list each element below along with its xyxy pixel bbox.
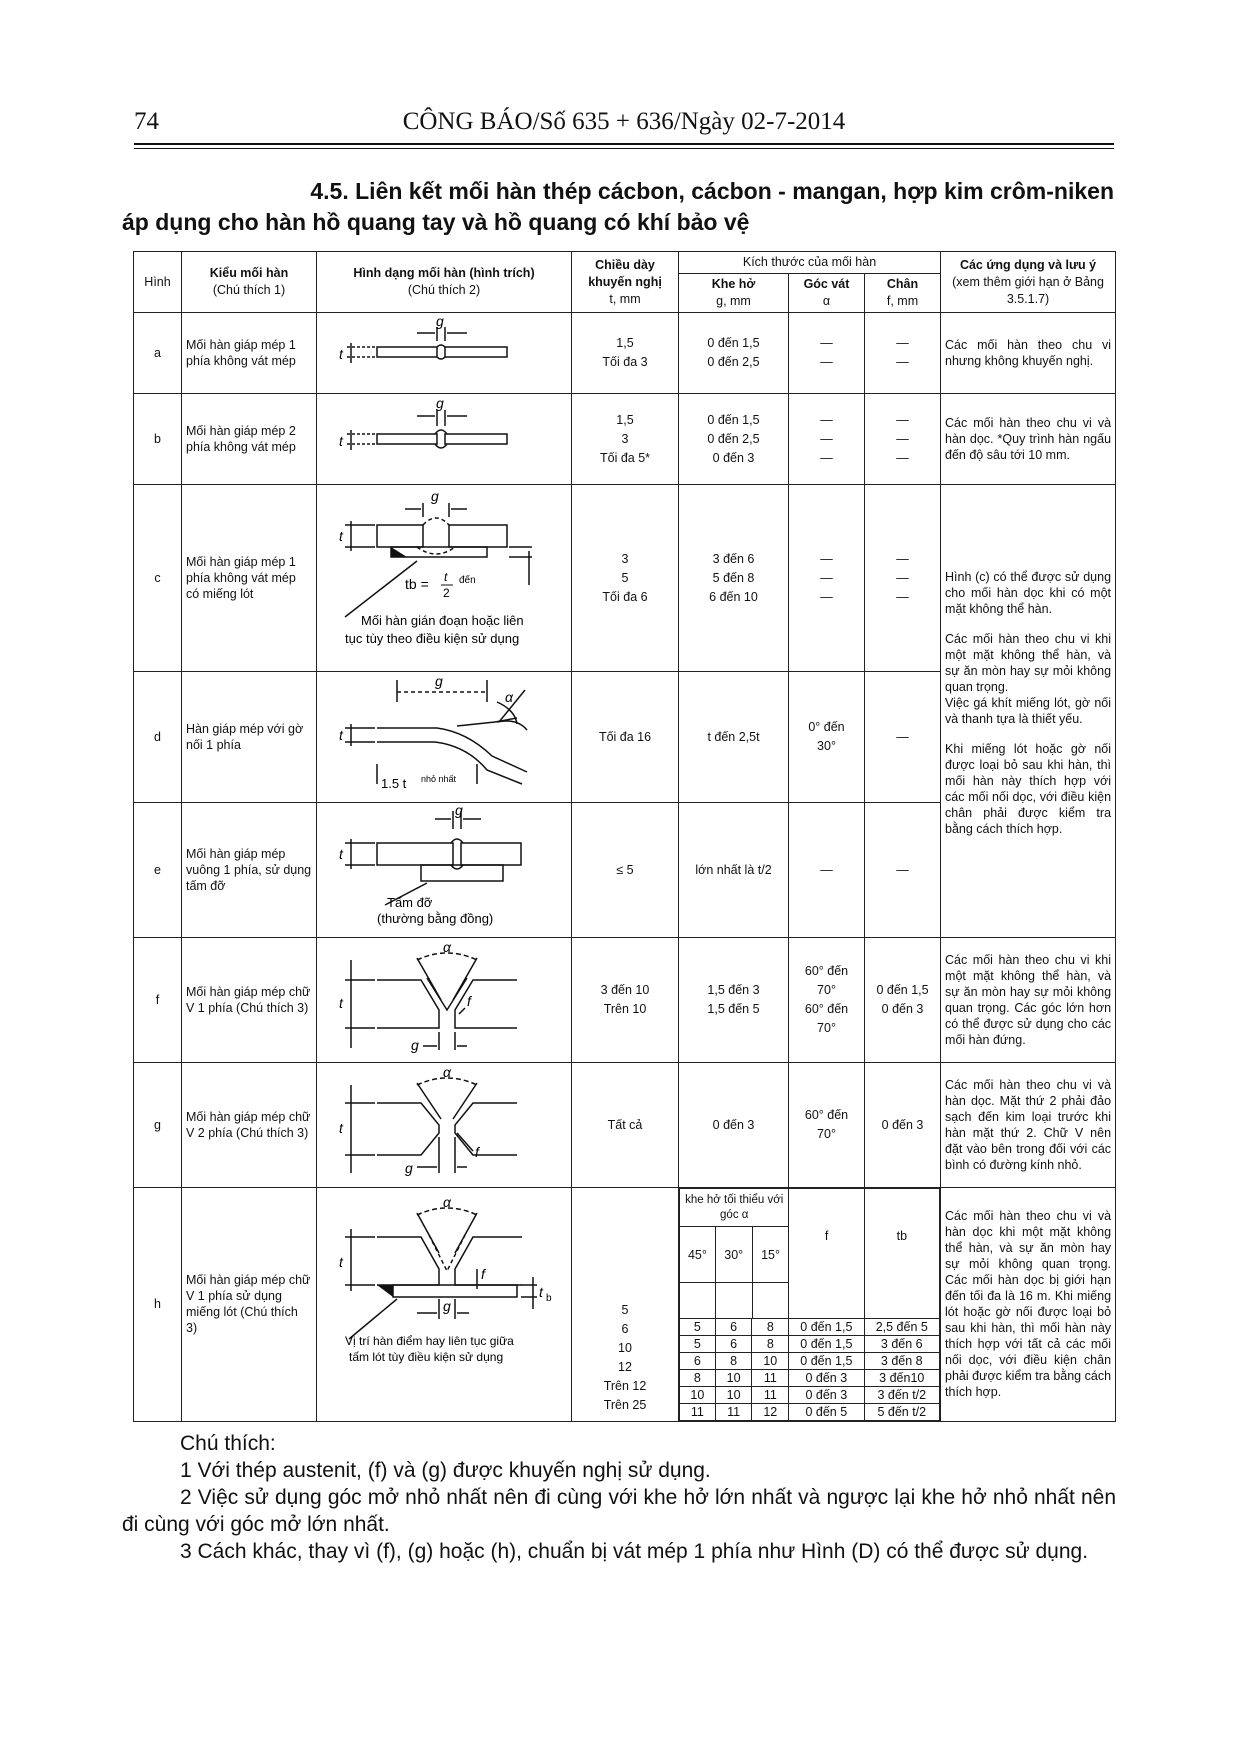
figure-d [317,672,572,803]
svg-text:Tấm đỡ: Tấm đỡ [387,895,433,910]
svg-text:t: t [339,346,343,362]
angle-values: 60° đến 70° [789,1063,865,1188]
root-values: — [865,672,941,803]
thickness-values: 3 5 Tối đa 6 [572,485,679,672]
section-heading [122,176,1114,238]
weld-type: Mối hàn giáp mép chữ V 2 phía (Chú thích 3) [182,1063,317,1188]
col-chieuday: Chiều dày khuyến nghị t, mm [572,252,679,313]
min-gap-table [679,1188,940,1319]
angle-values: 60° đến 70° 60° đến 70° [789,938,865,1063]
figure-e [317,803,572,938]
gap-values: 0 đến 1,5 0 đến 2,5 [679,313,789,394]
angle-30: 30° [715,1227,752,1283]
thickness-values: Tất cả [572,1063,679,1188]
col-kichthuoc: Kích thước của mối hàn [679,252,941,274]
svg-text:α: α [443,1194,451,1211]
table-row [134,1188,1116,1422]
row-id: a [134,313,182,394]
copper-backing-figure [317,803,572,937]
angle-values: — — — [789,394,865,485]
thickness-values: ≤ 5 [572,803,679,938]
footnote-2: 2 Việc sử dụng góc mở nhỏ nhất nên đi cùng với khe hở lớn nhất và ngược lại khe hở nhỏ nhất nên đi cùng với góc mở lớn nhất. [122,1486,1116,1536]
sub-col-tb: tb [864,1189,939,1283]
col-kieu: Kiểu mối hàn (Chú thích 1) [182,252,317,313]
gap-values: 1,5 đến 3 1,5 đến 5 [679,938,789,1063]
root-values: — — [865,313,941,394]
figure-a [317,313,572,394]
root-values: 0 đến 3 [865,1063,941,1188]
svg-text:g: g [436,395,444,411]
gazette-title: CÔNG BÁO/Số 635 + 636/Ngày 02-7-2014 [402,108,846,135]
svg-text:t: t [444,570,448,584]
angle-45: 45° [680,1227,716,1283]
svg-text:t: t [339,433,343,449]
weld-type: Hàn giáp mép với gờ nối 1 phía [182,672,317,803]
joggle-joint-figure [317,672,572,802]
gap-values: 0 đến 1,5 0 đến 2,5 0 đến 3 [679,394,789,485]
table-row [134,485,1116,672]
col-goc: Góc vát α [789,274,865,313]
footnotes-title: Chú thích: [180,1432,276,1455]
figure-h [317,1188,572,1422]
figure-g [317,1063,572,1188]
col-ungdung: Các ứng dụng và lưu ý (xem thêm giới hạn ở Bảng 3.5.1.7) [941,252,1116,313]
table-row [134,313,1116,394]
svg-text:α: α [443,939,451,955]
svg-text:f: f [475,1144,479,1160]
application-note-shared: Hình (c) có thể được sử dụng cho mối hàn dọc khi có một mặt không thể hàn. Các mối hàn theo chu vi khi một mặt không thể hàn, và sự ăn mòn hay sự mỏi không quan trọng. Việc gá khít miếng lót, gờ nối và thanh tựa là thiết yếu. Khi miếng lót hoặc gờ nối được loại bỏ sau khi hàn, thì mối hàn này thích hợp với các mối nối dọc, với điều kiện chân phải được kiểm tra bằng cách thích hợp. [941,485,1116,938]
svg-text:g: g [405,1160,413,1176]
figure-f [317,938,572,1063]
sub-row: 8 10 11 0 đến 3 3 đến10 [680,1369,940,1386]
svg-text:tấm lót tùy điều kiện sử dụng: tấm lót tùy điều kiện sử dụng [349,1350,504,1365]
weld-type: Mối hàn giáp mép vuông 1 phía, sử dụng tấm đỡ [182,803,317,938]
footnotes [122,1430,1116,1565]
svg-text:f: f [467,993,471,1009]
thickness-values: Tối đa 16 [572,672,679,803]
footnote-3: 3 Cách khác, thay vì (f), (g) hoặc (h), chuẩn bị vát mép 1 phía như Hình (D) có thể được sử dụng. [180,1540,1089,1563]
svg-text:g: g [455,803,463,818]
double-butt-weld-figure [317,394,572,484]
row-id: f [134,938,182,1063]
svg-text:nhỏ nhất: nhỏ nhất [421,774,457,784]
application-note: Các mối hàn theo chu vi và hàn dọc. *Quy trình hàn ngấu đến độ sâu tới 10 mm. [941,394,1116,485]
section-heading-line1: 4.5. Liên kết mối hàn thép cácbon, cácbon - mangan, hợp kim crôm-niken [310,178,1114,204]
weld-type: Mối hàn giáp mép chữ V 1 phía (Chú thích 3) [182,938,317,1063]
gap-values: t đến 2,5t [679,672,789,803]
svg-text:t: t [339,528,343,544]
table-row [134,1063,1116,1188]
svg-text:Mối hàn gián đoạn hoặc liên: Mối hàn gián đoạn hoặc liên [361,613,524,628]
svg-text:α: α [505,689,513,705]
svg-text:tục tùy theo điều kiện sử dụng: tục tùy theo điều kiện sử dụng [345,631,520,646]
svg-text:g: g [431,488,439,504]
svg-text:g: g [435,673,443,689]
row-id: h [134,1188,182,1422]
root-values: 0 đến 1,5 0 đến 3 [865,938,941,1063]
figure-b [317,394,572,485]
sub-row: 5 6 8 0 đến 1,5 2,5 đến 5 [680,1318,940,1335]
min-gap-values [679,1318,940,1421]
angle-values: 0° đến 30° [789,672,865,803]
svg-text:1.5 t: 1.5 t [381,776,407,791]
row-id: e [134,803,182,938]
angle-15: 15° [752,1227,789,1283]
svg-text:f: f [481,1266,485,1283]
row-id: d [134,672,182,803]
gap-values: lớn nhất là t/2 [679,803,789,938]
svg-text:g: g [436,313,444,329]
svg-text:Vị trí hàn điểm hay liên tục g: Vị trí hàn điểm hay liên tục giữa [345,1334,514,1349]
angle-values: — — — [789,485,865,672]
footnote-1: 1 Với thép austenit, (f) và (g) được khuyến nghị sử dụng. [180,1459,711,1482]
svg-text:g: g [443,1298,451,1315]
svg-text:g: g [411,1037,419,1053]
row-id: b [134,394,182,485]
col-hinh: Hình [134,252,182,313]
v-weld-backing-figure [317,1193,572,1415]
weld-type: Mối hàn giáp mép 1 phía không vát mép [182,313,317,394]
table-row [134,938,1116,1063]
min-gap-subtable [679,1188,941,1422]
gap-values: 3 đến 6 5 đến 8 6 đến 10 [679,485,789,672]
min-gap-header: khe hở tối thiểu với góc α [680,1189,789,1227]
application-note: Các mối hàn theo chu vi và hàn dọc. Mặt thứ 2 phải đảo sạch đến kim loại trước khi hàn mặt thứ 2. Chữ V nên đặt vào bên trong đối với các bình có đường kính nhỏ. [941,1063,1116,1188]
weld-type: Mối hàn giáp mép chữ V 1 phía sử dụng miếng lót (Chú thích 3) [182,1188,317,1422]
weld-type: Mối hàn giáp mép 1 phía không vát mép có miếng lót [182,485,317,672]
sub-row: 10 10 11 0 đến 3 3 đến t/2 [680,1386,940,1403]
application-note: Các mối hàn theo chu vi nhưng không khuyến nghị. [941,313,1116,394]
svg-text:đến: đến [459,575,476,586]
root-values: — [865,803,941,938]
thickness-values: 1,5 Tối đa 3 [572,313,679,394]
svg-text:tb =: tb = [405,576,429,592]
root-values: — — — [865,394,941,485]
header-rule [134,143,1114,145]
sub-row: 11 11 12 0 đến 5 5 đến t/2 [680,1403,940,1420]
angle-values: — [789,803,865,938]
application-note: Các mối hàn theo chu vi và hàn dọc khi một mặt không thể hàn, và sự ăn mòn hay sự mỏi không quan trọng. Các mối hàn dọc bị giới hạn đến tối đa là 16 m. Khi miếng lót hoặc gờ nối được loại bỏ sau khi hàn, thì mối hàn này thích hợp với tất cả các mối nối dọc, với điều kiện chân phải được kiểm tra bằng cách thích hợp. [941,1188,1116,1422]
thickness-values: 3 đến 10 Trên 10 [572,938,679,1063]
svg-text:t: t [339,995,343,1011]
gap-values: 0 đến 3 [679,1063,789,1188]
svg-text:t: t [339,846,343,862]
sub-col-f: f [789,1189,864,1283]
butt-weld-figure [317,313,572,393]
col-khe: Khe hở g, mm [679,274,789,313]
thickness-values: 1,5 3 Tối đa 5* [572,394,679,485]
svg-text:(thường bằng đồng): (thường bằng đồng) [377,911,494,926]
section-heading-line2: áp dụng cho hàn hồ quang tay và hồ quang có khí bảo vệ [122,209,750,235]
single-v-weld-figure [317,938,572,1062]
page-header [134,108,1114,148]
row-id: c [134,485,182,672]
svg-text:2: 2 [443,586,450,600]
angle-values: — — [789,313,865,394]
root-values: — — — [865,485,941,672]
svg-text:t: t [339,1120,343,1136]
svg-text:t: t [339,1254,343,1271]
header-rule-thin [134,148,1114,149]
weld-joint-table [133,251,1116,1422]
double-v-weld-figure [317,1063,572,1187]
svg-text:t: t [339,727,343,743]
application-note: Các mối hàn theo chu vi khi một mặt không thể hàn, và sự ăn mòn hay sự mỏi không quan trọng. Các góc lớn hơn có thể được sử dụng cho các mối hàn đứng. [941,938,1116,1063]
sub-row: 5 6 8 0 đến 1,5 3 đến 6 [680,1335,940,1352]
figure-c [317,485,572,672]
svg-text:b: b [546,1293,552,1305]
svg-text:α: α [443,1064,451,1080]
col-chan: Chân f, mm [865,274,941,313]
sub-row: 6 8 10 0 đến 1,5 3 đến 8 [680,1352,940,1369]
svg-text:t: t [539,1284,543,1301]
thickness-values: 5 6 10 12 Trên 12 Trên 25 [572,1188,679,1422]
col-hinhdang: Hình dạng mối hàn (hình trích) (Chú thích 2) [317,252,572,313]
row-id: g [134,1063,182,1188]
table-row [134,394,1116,485]
backing-strip-weld-figure [317,485,572,671]
page-number: 74 [134,108,159,135]
weld-type: Mối hàn giáp mép 2 phía không vát mép [182,394,317,485]
